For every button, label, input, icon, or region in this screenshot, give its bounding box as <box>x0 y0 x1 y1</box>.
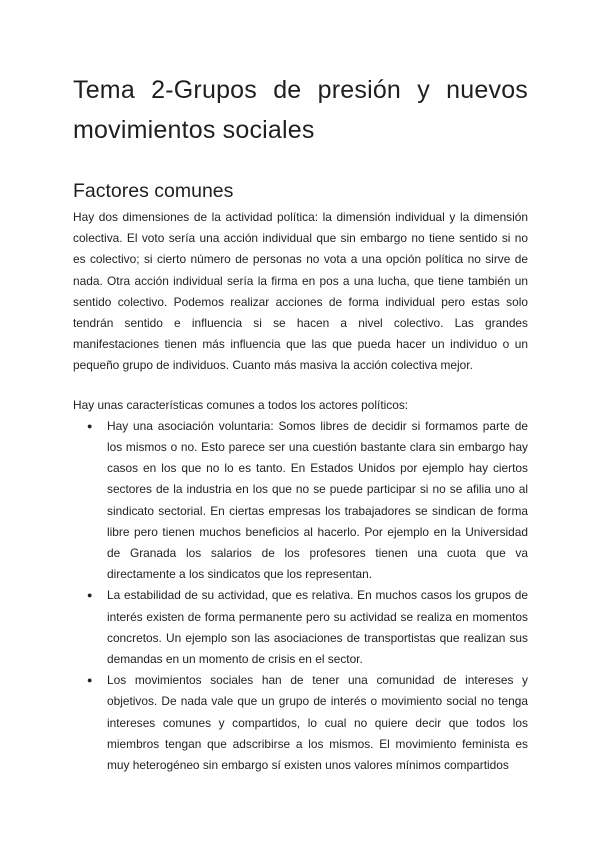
paragraph-activity-dimensions: Hay dos dimensiones de la actividad política: la dimensión individual y la dimensión colectiva. El voto sería una acción individual que sin embargo no tiene sentido si no es colectivo; si cierto número de personas no vota a una opción política no sirve de nada. Otra acción individual sería la firma en pos a una lucha, que tiene también un sentido colectivo. Podemos realizar acciones de forma individual pero estas solo tendrán sentido e influencia si se hacen a nivel colectivo. Las grandes manifestaciones tienen más influencia que las que pueda hacer un individuo o un pequeño grupo de individuos. Cuanto más masiva la acción colectiva mejor. <box>73 210 528 373</box>
page-title: Tema 2-Grupos de presión y nuevos movimientos sociales <box>73 76 528 144</box>
document-page <box>73 70 528 776</box>
bullet-icon: ● <box>87 590 93 601</box>
bullet-icon: ● <box>87 675 93 686</box>
list-item-text: Los movimientos sociales han de tener una comunidad de intereses y objetivos. De nada vale que un grupo de interés o movimiento social no tenga intereses comunes y compartidos, lo cual no quiere decir que todos los miembros tengan que adscribirse a los mismos. El movimiento feminista es muy heterogéneo sin embargo sí existen unos valores mínimos compartidos <box>107 673 528 773</box>
bullet-icon: ● <box>87 420 93 431</box>
bullet-list <box>73 416 528 776</box>
list-item <box>87 670 528 776</box>
section-heading: Factores comunes <box>73 180 234 202</box>
paragraph-common-characteristics: Hay unas características comunes a todos los actores políticos: <box>73 397 409 412</box>
list-item <box>87 585 528 670</box>
list-item-text: La estabilidad de su actividad, que es relativa. En muchos casos los grupos de interés existen de forma permanente pero su actividad se realiza en momentos concretos. Un ejemplo son las asociaciones de transportistas que realizan sus demandas en un momento de crisis en el sector. <box>107 588 528 667</box>
list-item-text: Hay una asociación voluntaria: Somos libres de decidir si formamos parte de los mismos o no. Esto parece ser una cuestión bastante clara sin embargo hay casos en los que no lo es tanto. En Estados Unidos por ejemplo hay ciertos sectores de la industria en los que no se puede participar si no se afilia uno al sindicato sectorial. En ciertas empresas los trabajadores se sindican de forma libre pero tienen muchos beneficios al hacerlo. Por ejemplo en la Universidad de Granada los salarios de los profesores tienen una cuota que va directamente a los sindicatos que los representan. <box>107 418 528 582</box>
list-item <box>87 416 528 586</box>
